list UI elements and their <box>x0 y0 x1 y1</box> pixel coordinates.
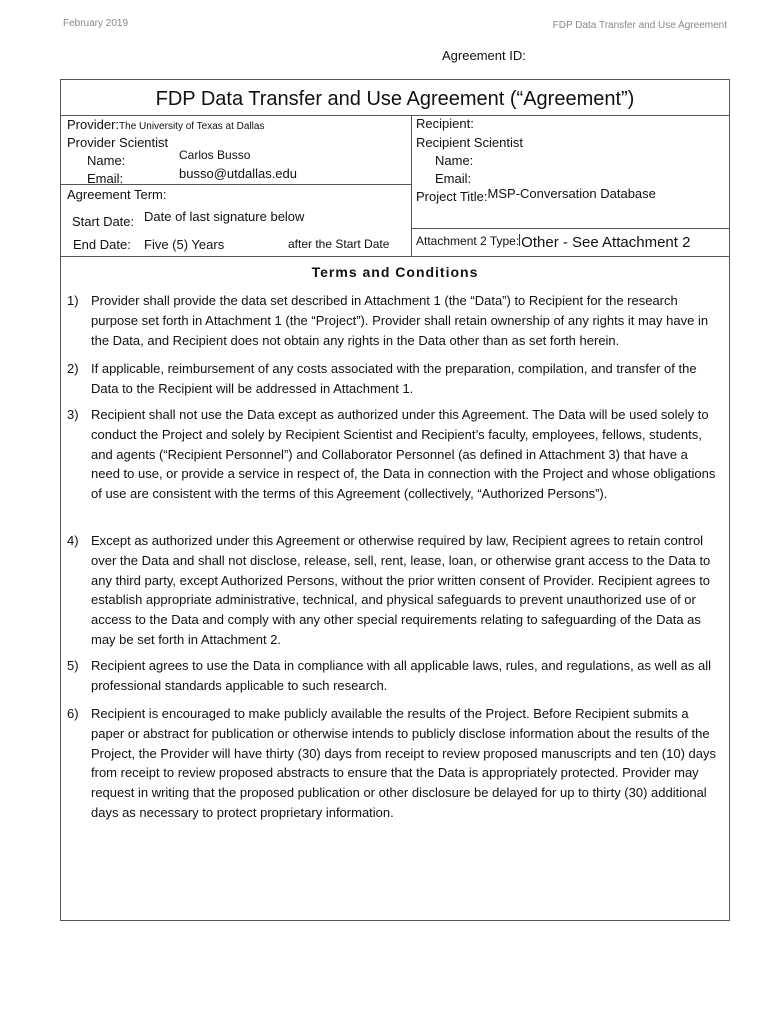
clause-text: Provider shall provide the data set described in Attachment 1 (the “Data”) to Recipient for the research purpose set forth in Attachment 1 (the “Project”). Provider shall retain ownership of any rights it may have in the Data, and Recipient does not obtain any rights in the Data other than as set forth herein. <box>91 293 709 348</box>
clause-item <box>67 359 719 399</box>
terms-heading: Terms and Conditions <box>311 264 479 280</box>
divider <box>61 256 729 257</box>
end-date-suffix: after the Start Date <box>288 237 390 251</box>
provider-label: Provider: <box>67 117 120 132</box>
clause-item <box>67 291 719 350</box>
provider-email-label: Email: <box>87 171 124 186</box>
recipient-email-label: Email: <box>435 171 472 186</box>
clause-text: Recipient agrees to use the Data in compliance with all applicable laws, rules, and regulations, as well as all professional standards applicable to such research. <box>91 658 712 693</box>
provider-name-value[interactable]: Carlos Busso <box>179 148 251 162</box>
clause-number: 3) <box>67 407 79 422</box>
page-title: FDP Data Transfer and Use Agreement (“Agreement”) <box>155 88 635 110</box>
recipient-label: Recipient: <box>416 116 474 131</box>
clause-item <box>67 531 719 650</box>
header-date: February 2019 <box>63 18 129 29</box>
attachment-type-field <box>416 232 690 250</box>
attachment-type-label: Attachment 2 Type: <box>416 234 520 248</box>
agreement-id-label: Agreement ID: <box>442 48 526 63</box>
provider-value[interactable]: The University of Texas at Dallas <box>119 121 265 132</box>
clause-text: Except as authorized under this Agreement or otherwise required by law, Recipient agrees to retain control over the Data and shall not disclose, release, sell, rent, lease, loan, or otherwise grant access to the Data to any third party, except Authorized Persons, without the prior written consent of Provider. Recipient agrees to establish appropriate administrative, technical, and physical safeguards to prevent unauthorized use of or access to the Data and comply with any other special requirements relating to safeguarding of the Data as may be set forth in Attachment 2. <box>91 533 711 647</box>
divider <box>411 115 412 256</box>
end-date-label: End Date: <box>73 237 131 252</box>
clause-number: 4) <box>67 533 79 548</box>
provider-name-label: Name: <box>87 153 126 168</box>
attachment-type-value[interactable]: Other - See Attachment 2 <box>521 234 691 251</box>
end-date-value[interactable]: Five (5) Years <box>144 237 225 252</box>
project-title-value[interactable]: MSP-Conversation Database <box>487 186 656 201</box>
clause-number: 2) <box>67 361 79 376</box>
agreement-form <box>60 79 730 921</box>
clause-text: Recipient is encouraged to make publicly available the results of the Project. Before Recipient submits a paper or abstract for publication or otherwise intends to publicly disclose information about the results of the Project, the Provider will have thirty (30) days from receipt to review proposed manuscripts and ten (10) days from receipt to review proposed abstracts to ensure that the Data is appropriately protected. Provider may request in writing that the proposed publication or other disclosure be delayed for up to thirty (30) additional days as necessary to protect proprietary information. <box>91 706 716 820</box>
project-title-label: Project Title: <box>416 189 488 204</box>
clause-number: 5) <box>67 658 79 673</box>
clause-text: Recipient shall not use the Data except as authorized under this Agreement. The Data will be used solely to conduct the Project and solely by Recipient Scientist and Recipient’s faculty, employees, fellows, students, and agents (“Recipient Personnel”) and Collaborator Personnel (as defined in Attachment 3) that have a need to use, or provide a service in respect of, the Data in connection with the Project and whose obligations of use are consistent with the terms of this Agreement (collectively, “Authorized Persons”). <box>91 407 716 502</box>
provider-email-value[interactable]: busso@utdallas.edu <box>179 166 297 181</box>
clause-item <box>67 704 719 823</box>
project-title-field <box>416 186 656 204</box>
recipient-name-label: Name: <box>435 153 474 168</box>
start-date-label: Start Date: <box>72 214 135 229</box>
header-doc-title: FDP Data Transfer and Use Agreement <box>552 20 727 31</box>
clause-item <box>67 656 719 696</box>
clause-item <box>67 405 719 504</box>
provider-field <box>67 116 264 134</box>
divider <box>411 228 729 229</box>
clause-text: If applicable, reimbursement of any costs associated with the preparation, compilation, and transfer of the Data to the Recipient will be addressed in Attachment 1. <box>91 361 697 396</box>
provider-scientist-label: Provider Scientist <box>67 135 169 150</box>
clause-number: 1) <box>67 293 79 308</box>
start-date-value[interactable]: Date of last signature below <box>144 209 305 224</box>
agreement-term-label: Agreement Term: <box>67 187 167 202</box>
recipient-scientist-label: Recipient Scientist <box>416 135 523 150</box>
clause-number: 6) <box>67 706 79 721</box>
